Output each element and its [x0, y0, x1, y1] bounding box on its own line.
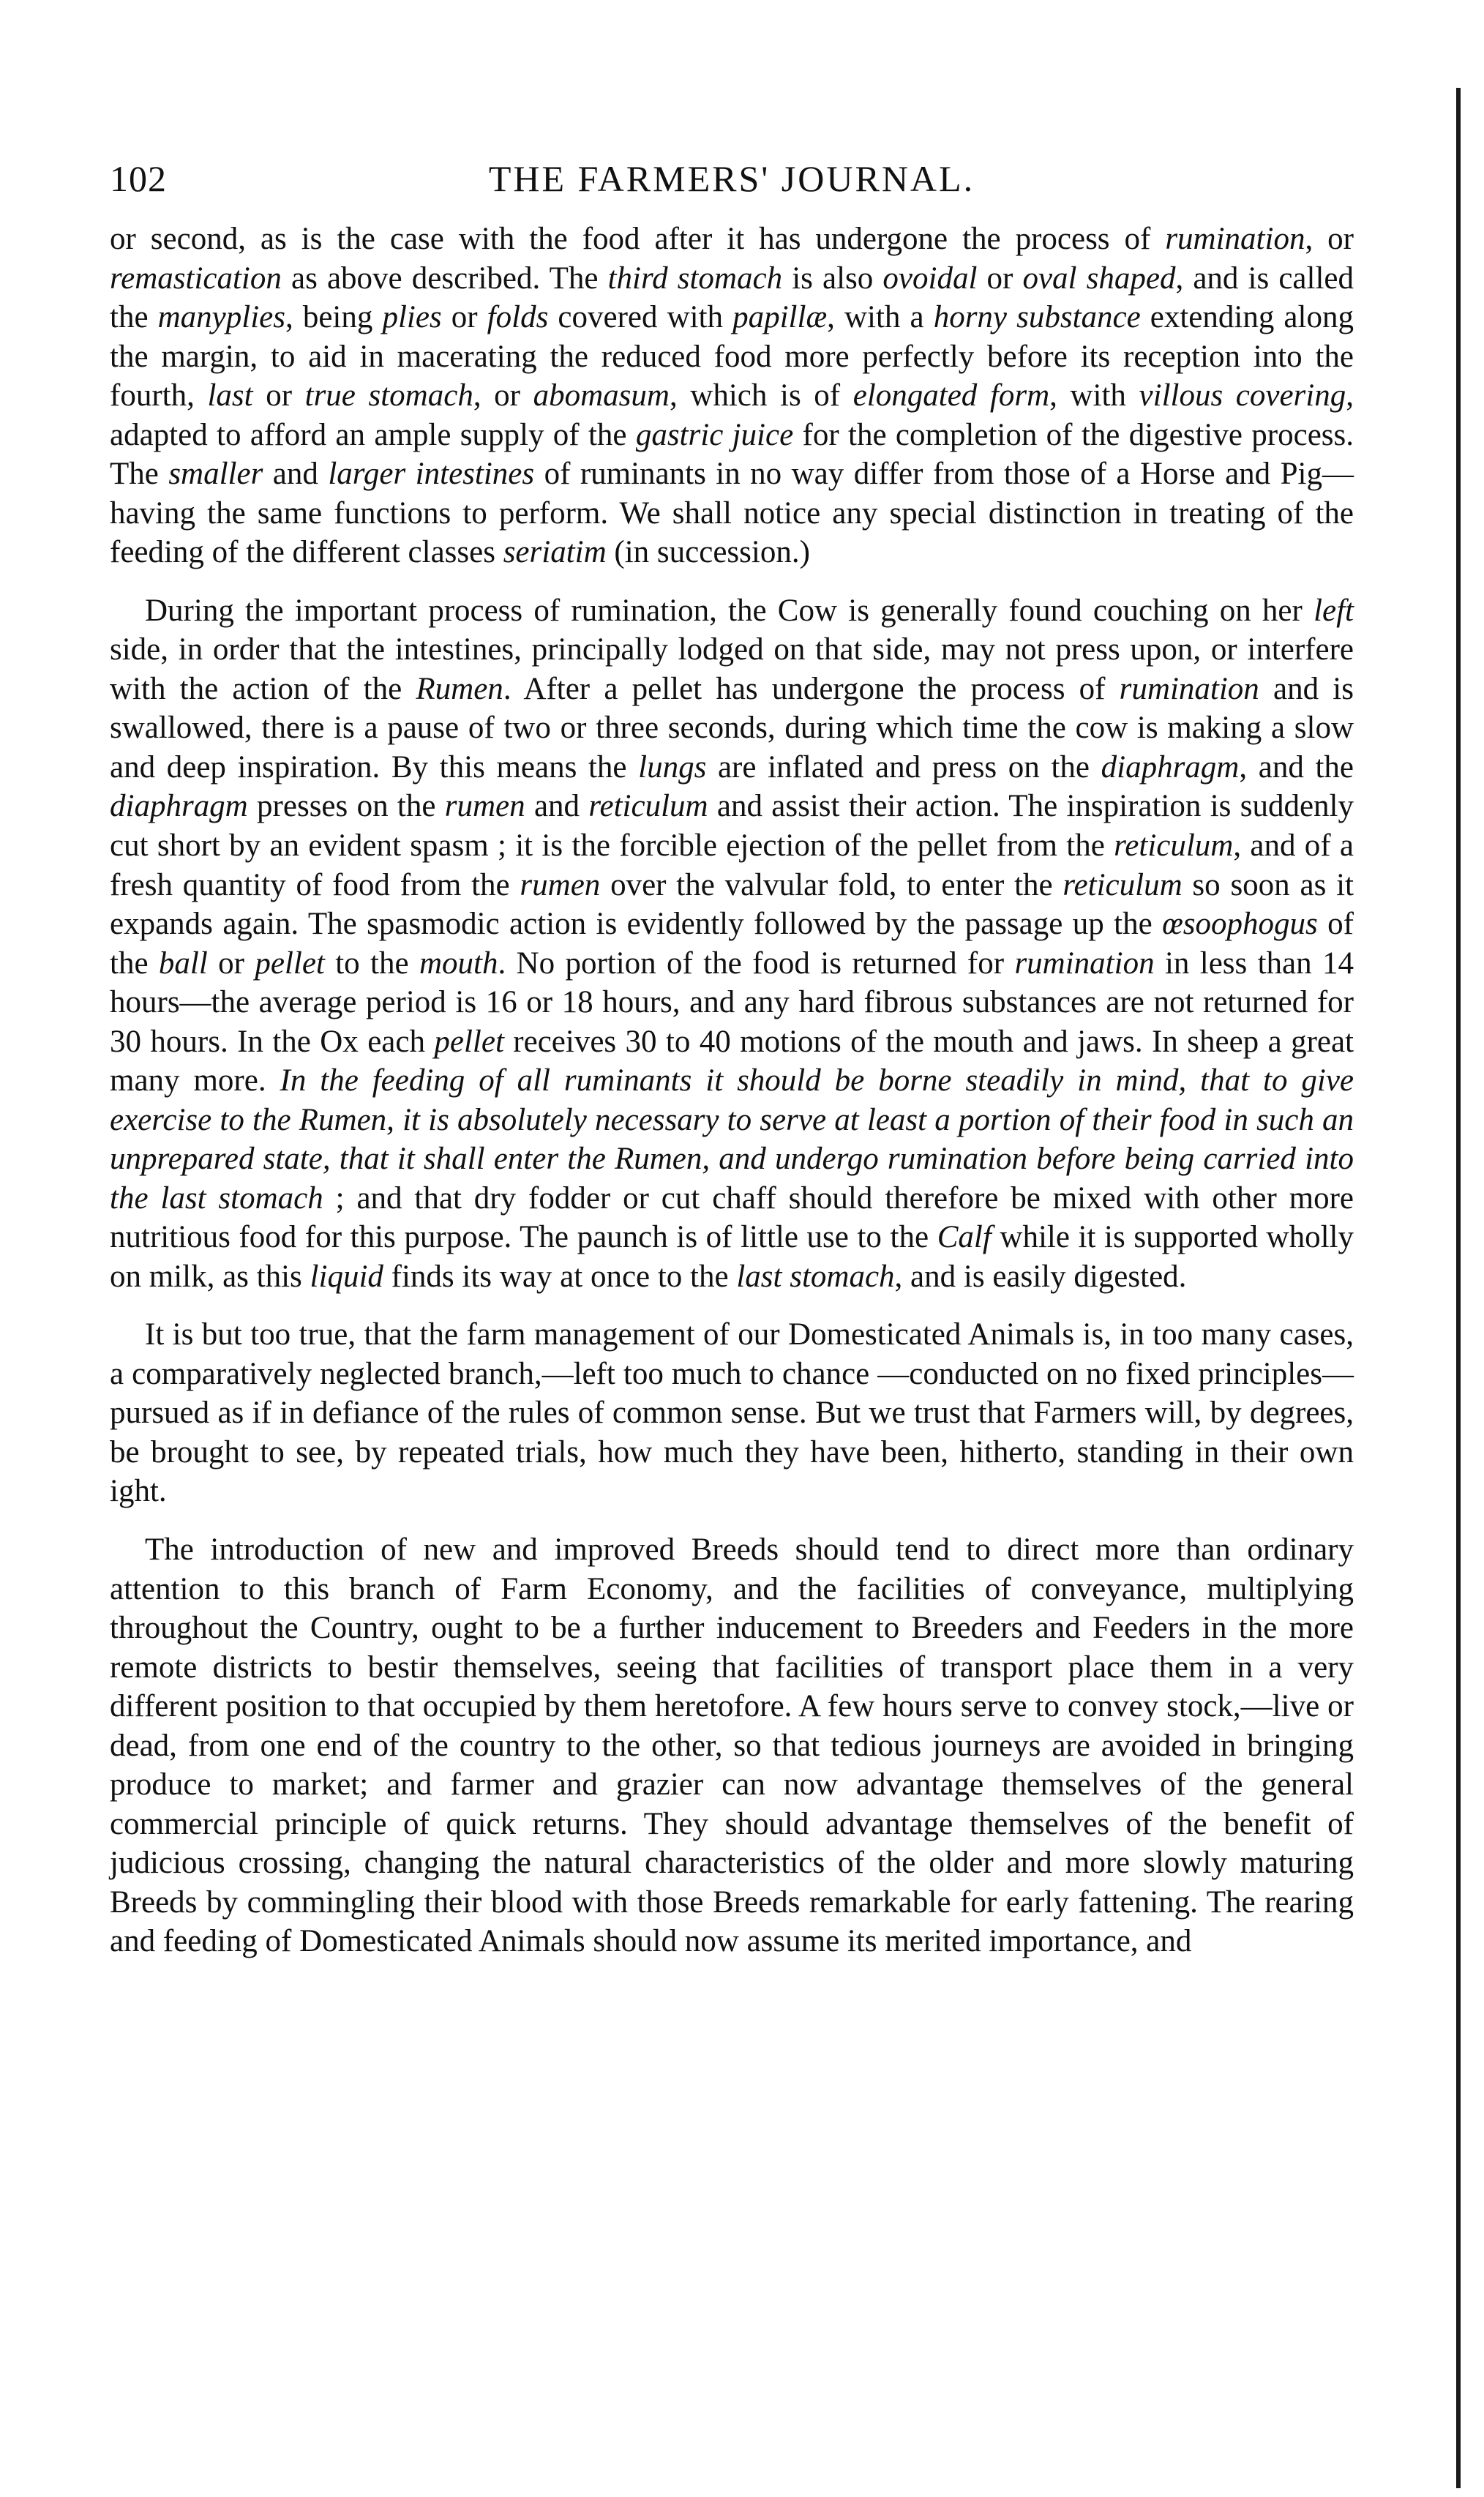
- italic-text: lungs: [638, 749, 707, 785]
- paragraph-4: [110, 1530, 1354, 1961]
- text-run: covered with: [548, 300, 733, 335]
- italic-text: third stomach: [607, 261, 783, 296]
- text-run: finds its way at once to the: [383, 1259, 737, 1294]
- italic-text: diaphragm: [1101, 749, 1240, 785]
- paragraph-1: [110, 220, 1354, 572]
- text-run: or: [441, 300, 487, 335]
- page-edge-rule: [1456, 88, 1461, 2488]
- italic-text: Rumen: [416, 671, 503, 706]
- running-title: THE FARMERS' JOURNAL.: [488, 158, 975, 199]
- italic-text: mouth: [419, 946, 498, 981]
- text-run: and is swallowed, there is a pause of two or three seconds, during which time the cow is making a slow and deep inspiration. By this means the: [110, 671, 1354, 785]
- text-run: During the important process of rumination, the Cow is generally found couching on her: [145, 593, 1314, 628]
- italic-text: rumination: [1165, 222, 1305, 256]
- text-run: is also: [782, 261, 883, 296]
- text-run: , adapted to afford an ample supply of the: [110, 378, 1354, 452]
- page-number: 102: [110, 158, 167, 199]
- text-run: or: [207, 946, 255, 981]
- italic-text: reticulum: [588, 789, 708, 824]
- italic-text: villous covering: [1139, 378, 1346, 413]
- italic-text: rumen: [520, 867, 601, 902]
- body-text: [110, 220, 1354, 1980]
- text-run: . No portion of the food is returned for: [498, 946, 1015, 981]
- text-run: . After a pellet has undergone the process of: [503, 671, 1120, 706]
- italic-text: remastication: [110, 261, 282, 296]
- text-run: and: [525, 789, 589, 824]
- italic-text: plies: [382, 300, 442, 335]
- text-run: in less than 14 hours—the average period is 16 or 18 hours, and any hard fibrous substances are not returned for 30 hours. In the Ox each: [110, 946, 1354, 1059]
- italic-text: rumination: [1119, 671, 1259, 706]
- text-run: , or: [1305, 222, 1354, 256]
- text-run: and assist their action. The inspiration is suddenly cut short by an evident spasm ; it is the forcible ejection of the pellet from the: [110, 789, 1354, 863]
- text-run: are inflated and press on the: [706, 749, 1101, 785]
- italic-text: ball: [158, 946, 208, 981]
- text-run: receives 30 to 40 motions of the mouth and jaws. In sheep a great many more.: [110, 1024, 1354, 1098]
- text-run: The introduction of new and improved Breeds should tend to direct more than ordinary attention to this branch of Farm Economy, and the facilities of conveyance, multiplying throughout the Country, ought to be a further inducement to Breeders and Feeders in the more remote districts to bestir themselves, seeing that facilities of transport place them in a very different position to that occupied by them heretofore. A few hours serve to convey stock,—live or dead, from one end of the country to the other, so that tedious journeys are avoided in bringing produce to market; and farmer and grazier can now advantage themselves of the general commercial principle of quick returns. They should advantage themselves of the benefit of judicious crossing, changing the natural characteristics of the older and more slowly maturing Breeds by commingling their blood with those Breeds remarkable for early fattening. The rearing and feeding of Domesticated Animals should now assume its merited importance, and: [110, 1532, 1354, 1959]
- text-run: so soon as it expands again. The spasmodic action is evidently followed by the passage up the: [110, 867, 1354, 942]
- italic-text: œsoophogus: [1162, 907, 1318, 942]
- text-run: , and the: [1239, 749, 1354, 785]
- text-run: while it is supported wholly on milk, as this: [110, 1220, 1354, 1294]
- page-header: [110, 157, 1354, 216]
- text-run: or: [252, 378, 305, 413]
- italic-text: gastric juice: [635, 417, 794, 452]
- text-run: , or: [473, 378, 533, 413]
- italic-text: smaller: [168, 457, 263, 492]
- text-run: side, in order that the intestines, principally lodged on that side, may not press upon, or interfere with the action of the: [110, 632, 1354, 706]
- text-run: , with a: [827, 300, 934, 335]
- italic-text: rumination: [1014, 946, 1155, 981]
- text-run: to the: [324, 946, 419, 981]
- italic-text: diaphragm: [110, 789, 248, 824]
- italic-text: manyplies: [157, 300, 285, 335]
- text-run: over the valvular fold, to enter the: [600, 867, 1063, 902]
- italic-text: reticulum: [1063, 867, 1183, 902]
- italic-text: abomasum: [533, 378, 670, 413]
- italic-text: left: [1314, 593, 1354, 628]
- italic-text: reticulum: [1114, 828, 1234, 863]
- text-run: or: [977, 261, 1023, 296]
- italic-text: last stomach: [736, 1259, 895, 1294]
- text-run: , and is easily digested.: [894, 1259, 1187, 1294]
- text-run: It is but too true, that the farm management of our Domesticated Animals is, in too many cases, a comparatively neglected branch,—left too much to chance —conducted on no fixed principles—pursued as if in defiance of the rules of common sense. But we trust that Farmers will, by degrees, be brought to see, by repeated trials, how much they have been, hitherto, standing in their own ight.: [110, 1317, 1354, 1509]
- italic-text: In the feeding of all ruminants it should be borne steadily in mind, that to give exercise to the Rumen, it is absolutely necessary to serve at least a portion of their food in such an unprepared state, that it shall enter the Rumen, and undergo rumination before being carried into the last stomach: [110, 1063, 1354, 1216]
- text-run: for the completion of the digestive process. The: [110, 417, 1354, 492]
- text-run: , being: [285, 300, 383, 335]
- italic-text: liquid: [310, 1259, 383, 1294]
- italic-text: last: [207, 378, 253, 413]
- italic-text: elongated form: [852, 378, 1050, 413]
- italic-text: rumen: [444, 789, 525, 824]
- text-run: of the: [110, 907, 1354, 981]
- italic-text: Calf: [937, 1220, 992, 1255]
- text-run: or second, as is the case with the food after it has undergone the process of: [110, 222, 1166, 256]
- italic-text: pellet: [434, 1024, 504, 1059]
- text-run: , which is of: [669, 378, 853, 413]
- paragraph-2: [110, 591, 1354, 1297]
- text-run: , and of a fresh quantity of food from the: [110, 828, 1354, 902]
- italic-text: ovoidal: [882, 261, 978, 296]
- text-run: and: [263, 457, 329, 492]
- paragraph-3: [110, 1315, 1354, 1511]
- italic-text: papillæ: [732, 300, 828, 335]
- text-run: as above described. The: [281, 261, 608, 296]
- text-run: , with: [1049, 378, 1139, 413]
- text-run: extending along the margin, to aid in macerating the reduced food more perfectly before its reception into the fourth,: [110, 300, 1354, 413]
- italic-text: seriatim: [503, 535, 607, 570]
- italic-text: folds: [487, 300, 549, 335]
- text-run: , and is called the: [110, 261, 1354, 335]
- text-run: of ruminants in no way differ from those of a Horse and Pig—having the same functions to perform. We shall notice any special distinction in treating of the feeding of the different classes: [110, 457, 1354, 570]
- italic-text: larger intestines: [328, 457, 535, 492]
- italic-text: horny substance: [933, 300, 1141, 335]
- text-run: (in succession.): [606, 535, 810, 570]
- italic-text: true stomach: [304, 378, 473, 413]
- italic-text: oval shaped: [1022, 261, 1176, 296]
- text-run: ; and that dry fodder or cut chaff should therefore be mixed with other more nutritious food for this purpose. The paunch is of little use to the: [110, 1180, 1354, 1255]
- text-run: presses on the: [247, 789, 445, 824]
- italic-text: pellet: [255, 946, 325, 981]
